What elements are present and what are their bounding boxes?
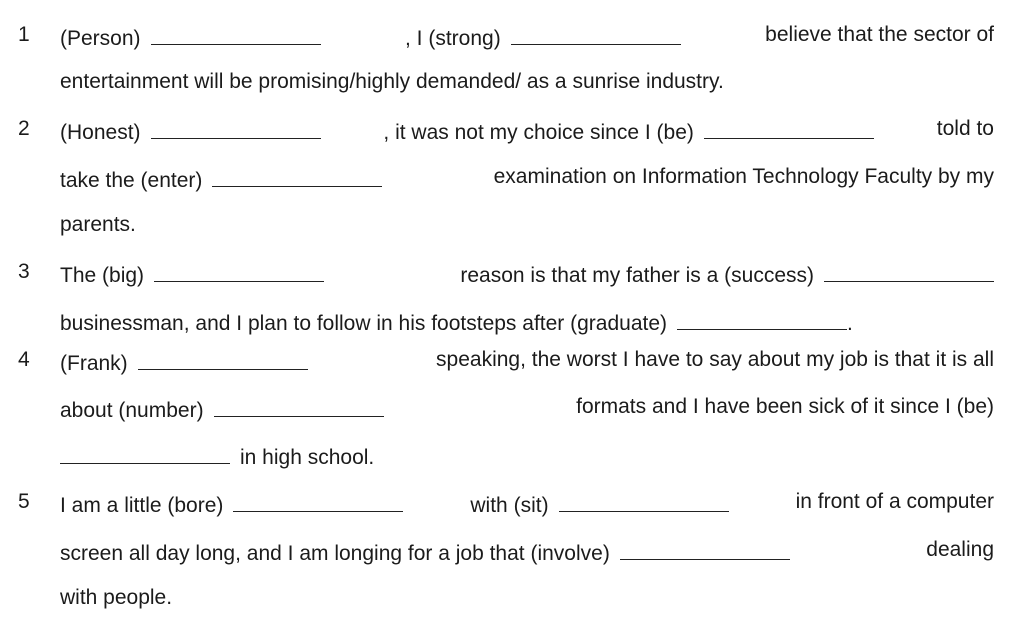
item-2-line-1 <box>60 116 994 146</box>
item-text: The (big) <box>60 264 145 287</box>
item-number: 4 <box>18 348 30 371</box>
blank-field[interactable] <box>212 164 382 187</box>
item-text: (Honest) <box>60 121 141 144</box>
item-text: about (number) <box>60 399 204 422</box>
blank-field[interactable] <box>704 116 874 139</box>
item-4-line-1 <box>60 347 994 377</box>
blank-field[interactable] <box>233 489 403 512</box>
item-text: I am a little (bore) <box>60 494 224 517</box>
blank-field[interactable] <box>511 22 681 45</box>
blank-field[interactable] <box>154 259 324 282</box>
item-number: 1 <box>18 23 30 46</box>
item-text: in front of a computer <box>795 490 994 513</box>
item-text: , I (strong) <box>405 27 501 50</box>
item-4-line-2 <box>60 394 994 424</box>
item-1-line-1 <box>60 22 994 52</box>
item-text: formats and I have been sick of it since I (be) <box>576 395 994 418</box>
blank-field[interactable] <box>559 489 729 512</box>
item-text: believe that the sector of <box>765 23 994 46</box>
item-text: told to <box>936 117 994 140</box>
item-number: 5 <box>18 490 30 513</box>
item-text: in high school. <box>240 446 375 469</box>
blank-field[interactable] <box>151 116 321 139</box>
item-text: with (sit) <box>470 494 549 517</box>
blank-field[interactable] <box>620 537 790 560</box>
blank-field[interactable] <box>60 441 230 464</box>
item-number: 3 <box>18 260 30 283</box>
item-text: examination on Information Technology Faculty by my <box>493 165 994 188</box>
blank-field[interactable] <box>151 22 321 45</box>
item-text: (Frank) <box>60 352 128 375</box>
item-3-line-1 <box>60 259 994 289</box>
item-5-line-3: with people. <box>60 586 173 609</box>
item-text: dealing <box>926 538 994 561</box>
item-text: screen all day long, and I am longing for a job that (involve) <box>60 542 610 565</box>
item-1-line-2: entertainment will be promising/highly demanded/ as a sunrise industry. <box>60 70 724 93</box>
item-5-line-1 <box>60 489 994 519</box>
blank-field[interactable] <box>138 347 308 370</box>
item-text: (Person) <box>60 27 141 50</box>
item-text: speaking, the worst I have to say about my job is that it is all <box>436 348 994 371</box>
item-text: , it was not my choice since I (be) <box>383 121 694 144</box>
item-4-line-3 <box>60 441 374 471</box>
item-3-line-2 <box>60 307 853 337</box>
blank-field[interactable] <box>677 307 847 330</box>
blank-field[interactable] <box>824 259 994 282</box>
item-2-line-2 <box>60 164 994 194</box>
item-text: take the (enter) <box>60 169 203 192</box>
item-text: reason is that my father is a (success) <box>460 264 814 287</box>
item-2-line-3: parents. <box>60 213 136 236</box>
item-5-line-2 <box>60 537 994 567</box>
item-number: 2 <box>18 117 30 140</box>
item-text: . <box>847 312 853 335</box>
blank-field[interactable] <box>214 394 384 417</box>
item-text: businessman, and I plan to follow in his footsteps after (graduate) <box>60 312 668 335</box>
